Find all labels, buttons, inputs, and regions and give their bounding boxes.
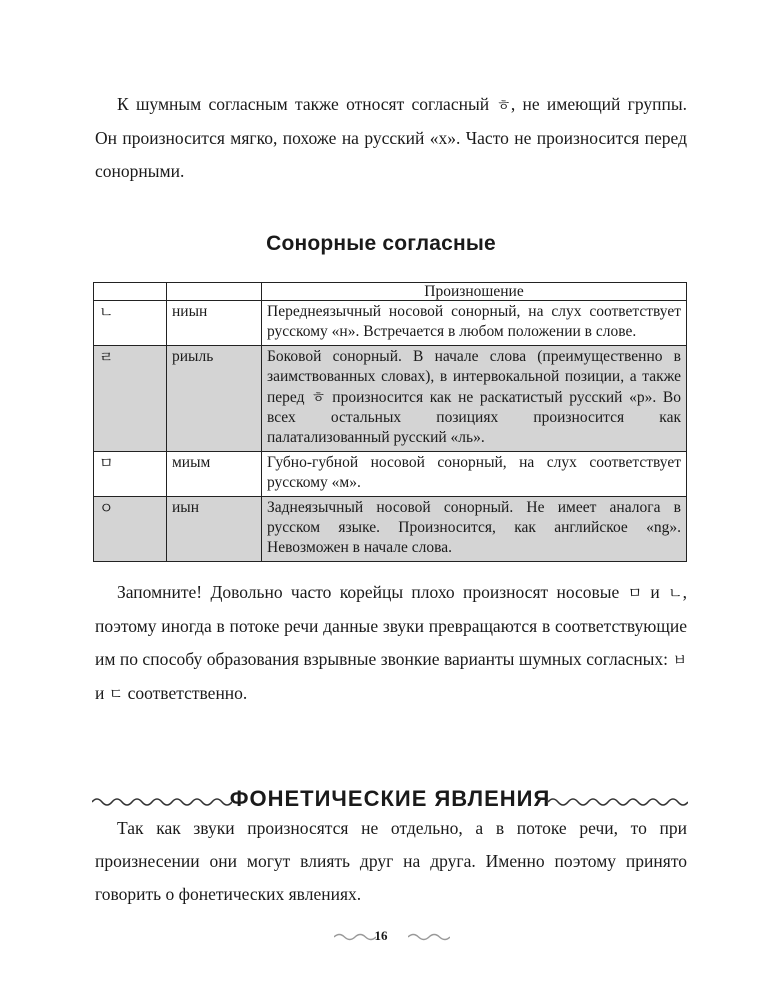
row-name: миым xyxy=(167,452,262,497)
row-desc-hangul: ㅎ xyxy=(311,388,326,406)
row-name: риыль xyxy=(167,346,262,452)
table-row xyxy=(94,301,687,346)
row-description: Заднеязычный носовой сонорный. Не имеет аналога в русском языке. Произносится, как английское «ng». Невозможен в начале слова. xyxy=(262,497,687,562)
row-description: Переднеязычный носовой сонорный, на слух соответствует русскому «н». Встречается в любом положении в слове. xyxy=(262,301,687,346)
intro-paragraph xyxy=(95,88,687,188)
page-footer xyxy=(0,928,762,948)
hangul-h: ㅎ xyxy=(496,96,511,114)
header-pronunciation: Произношение xyxy=(262,283,687,301)
remember-text: и xyxy=(642,582,669,602)
footer-wave-right-icon xyxy=(408,932,450,942)
table-row xyxy=(94,497,687,562)
header-empty-1 xyxy=(94,283,167,301)
row-letter: ㅇ xyxy=(94,497,167,562)
wave-ornament-right-icon xyxy=(548,796,688,808)
table-row xyxy=(94,346,687,452)
remember-text: соответственно. xyxy=(123,683,248,703)
remember-paragraph xyxy=(95,576,687,711)
page-number: 16 xyxy=(374,928,388,943)
sonorant-heading: Сонорные согласные xyxy=(266,232,496,255)
table-row xyxy=(94,452,687,497)
row-letter: ㅁ xyxy=(94,452,167,497)
row-name: иын xyxy=(167,497,262,562)
table-header-row xyxy=(94,283,687,301)
sonorant-table xyxy=(93,282,687,562)
section-title: ФОНЕТИЧЕСКИЕ ЯВЛЕНИЯ xyxy=(229,786,551,811)
intro-text-2: , не имеющий группы. Он произносится мягко, похоже на русский «х». Часто не произносится перед сонорными. xyxy=(95,94,687,181)
row-description: Губно-губной носовой сонорный, на слух соответствует русскому «м». xyxy=(262,452,687,497)
row-name: ниын xyxy=(167,301,262,346)
row-description xyxy=(262,346,687,452)
row-letter: ㄹ xyxy=(94,346,167,452)
remember-text: , поэтому иногда в потоке речи данные звуки превращаются в соответствующие им по способу образования взрывные звонкие варианты шумных согласных: xyxy=(95,582,687,669)
row-letter: ㄴ xyxy=(94,301,167,346)
intro-text-1: К шумным согласным также относят согласный xyxy=(117,94,497,114)
header-empty-2 xyxy=(167,283,262,301)
remember-text: и xyxy=(95,683,109,703)
hangul-n: ㄴ xyxy=(668,584,683,602)
remember-text: Запомните! Довольно часто корейцы плохо произносят носовые xyxy=(117,582,628,602)
row-desc-part: произносится как не раскатистый русский «р». Во всех остальных позициях произносится как палатализованный русский «ль». xyxy=(267,389,681,446)
hangul-d: ㄷ xyxy=(108,685,124,703)
row-desc-part: Боковой сонорный. В начале слова (преимущественно в заимствованных словах), в интервокальной позиции, а также перед xyxy=(267,348,681,406)
phonetic-paragraph: Так как звуки произносятся не отдельно, а в потоке речи, то при произнесении они могут влиять друг на друга. Именно поэтому принято говорить о фонетических явлениях. xyxy=(95,818,687,904)
hangul-m: ㅁ xyxy=(627,584,643,602)
hangul-b: ㅂ xyxy=(672,651,687,669)
